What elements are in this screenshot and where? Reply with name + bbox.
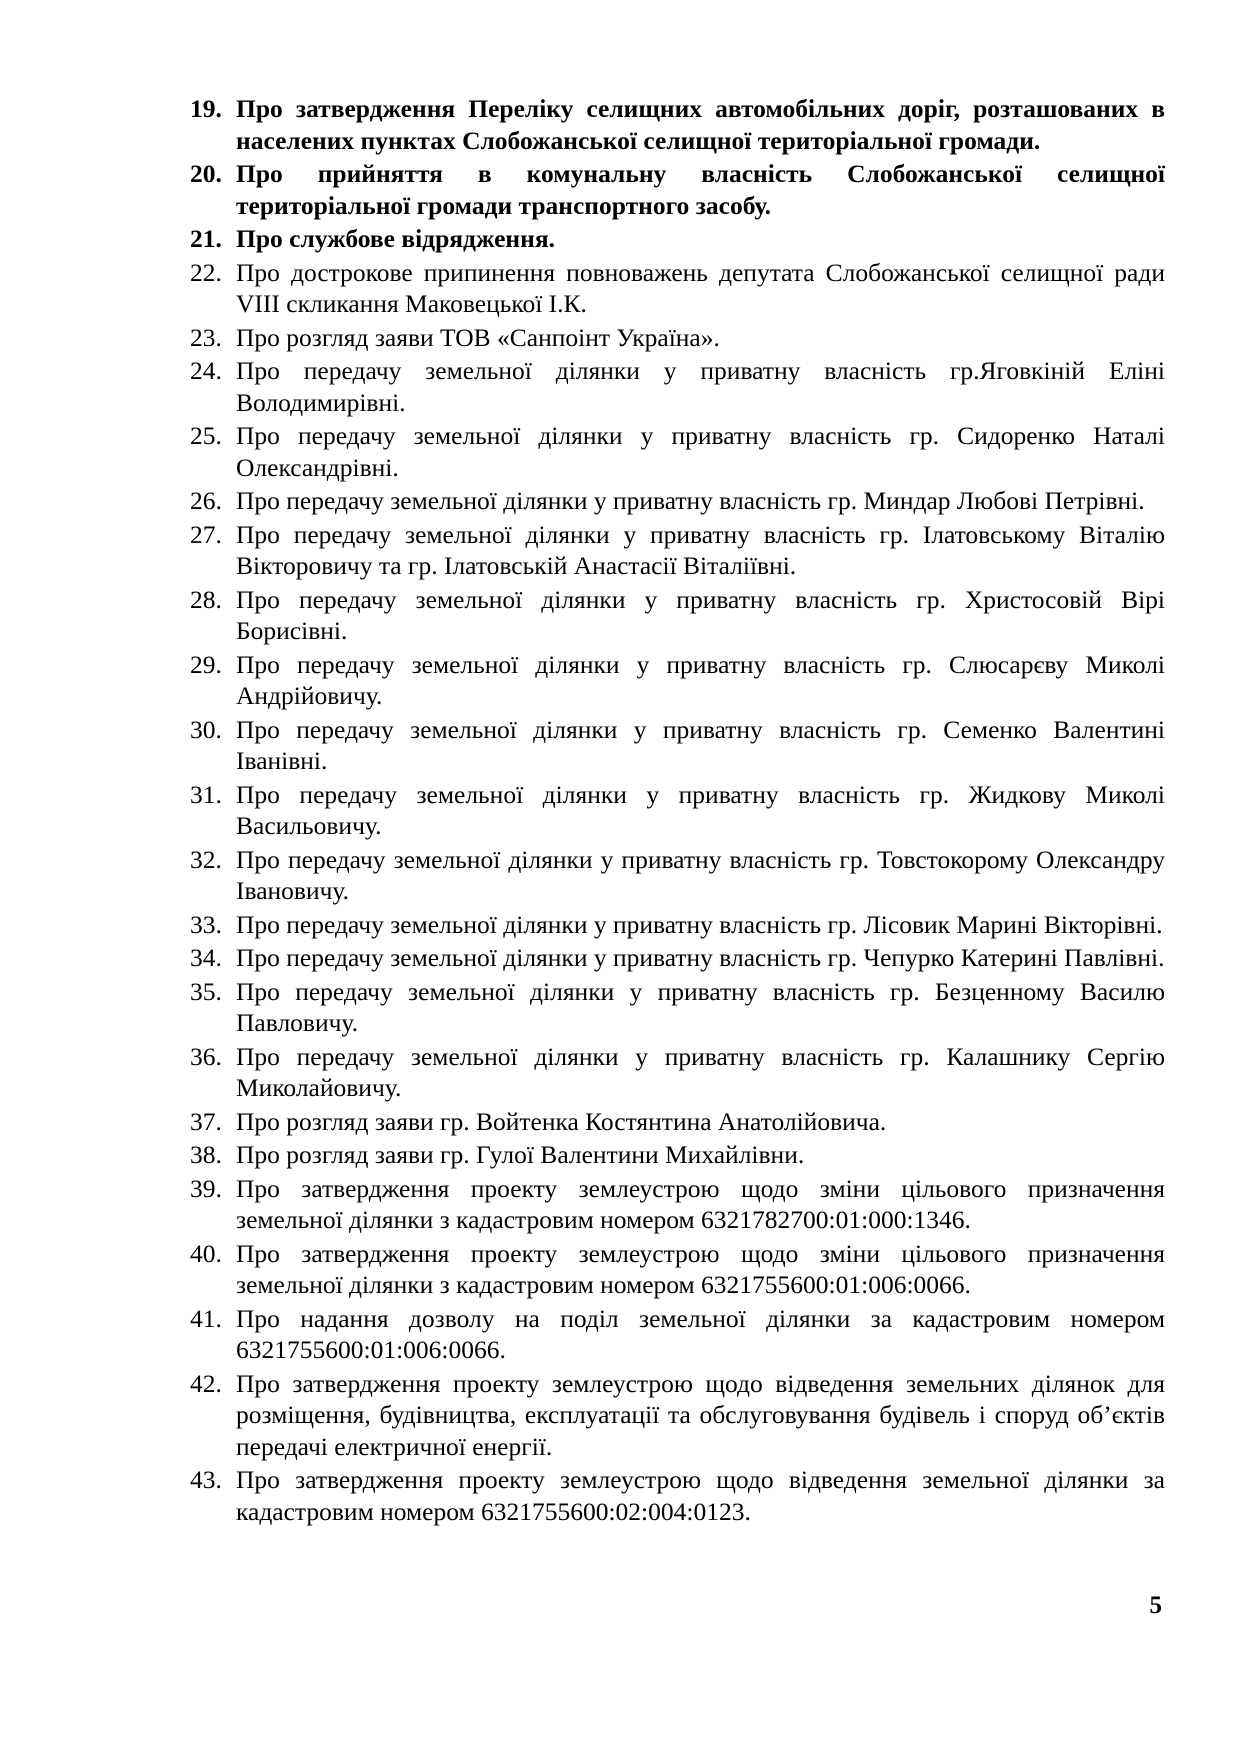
agenda-item-number: 41. — [190, 1303, 222, 1333]
agenda-item-number: 22. — [190, 257, 222, 287]
agenda-item-text: Про передачу земельної ділянки у приватну власність гр. Сидоренко Наталі Олександрівні. — [236, 421, 1165, 482]
agenda-item — [190, 844, 1165, 907]
agenda-item — [190, 1041, 1165, 1104]
agenda-item-text: Про затвердження проекту землеустрою щодо зміни цільового призначення земельної ділянки з кадастровим номером 6321755600:01:006:0066. — [236, 1238, 1165, 1299]
agenda-item — [190, 1303, 1165, 1366]
agenda-item-text: Про передачу земельної ділянки у приватну власність гр. Чепурко Катерині Павлівні. — [236, 943, 1165, 972]
agenda-item-text: Про передачу земельної ділянки у приватну власність гр. Жидкову Миколі Васильовичу. — [236, 779, 1165, 840]
agenda-item-text: Про надання дозволу на поділ земельної ділянки за кадастровим номером 6321755600:01:006:0066. — [236, 1303, 1165, 1364]
agenda-item-number: 37. — [190, 1106, 222, 1136]
agenda-list — [190, 93, 1165, 1529]
agenda-item-text: Про передачу земельної ділянки у приватну власність гр. Ілатовському Віталію Вікторовичу та гр. Ілатовській Анастасії Віталіївні. — [236, 519, 1165, 580]
agenda-item — [190, 322, 1165, 354]
agenda-item-text: Про передачу земельної ділянки у приватну власність гр. Христосовій Вірі Борисівні. — [236, 584, 1165, 645]
agenda-item — [190, 485, 1165, 517]
agenda-item — [190, 223, 1165, 255]
agenda-item — [190, 909, 1165, 941]
agenda-item-number: 19. — [190, 94, 222, 123]
agenda-item — [190, 1106, 1165, 1138]
agenda-item-number: 29. — [190, 649, 222, 679]
page-number: 5 — [1149, 1592, 1162, 1619]
agenda-item-text: Про розгляд заяви гр. Войтенка Костянтина Анатолійовича. — [236, 1106, 887, 1136]
agenda-item — [190, 257, 1165, 320]
agenda-item-number: 32. — [190, 844, 222, 874]
agenda-item — [190, 584, 1165, 647]
agenda-item — [190, 519, 1165, 582]
agenda-item — [190, 93, 1165, 156]
agenda-item-number: 43. — [190, 1465, 222, 1494]
agenda-item — [190, 942, 1165, 974]
agenda-item-text: Про затвердження проекту землеустрою щодо зміни цільового призначення земельної ділянки з кадастровим номером 6321782700:01:000:1346. — [236, 1173, 1165, 1234]
agenda-item-text: Про передачу земельної ділянки у приватну власність гр. Калашнику Сергію Миколайовичу. — [236, 1041, 1165, 1102]
agenda-item — [190, 714, 1165, 777]
agenda-item-text: Про передачу земельної ділянки у приватну власність гр. Товстокорому Олександру Івановичу. — [236, 844, 1165, 905]
agenda-item-number: 36. — [190, 1041, 222, 1071]
agenda-item-text: Про прийняття в комунальну власність Слобожанської селищної територіальної громади транспортного засобу. — [236, 159, 1165, 220]
agenda-item-number: 30. — [190, 714, 222, 744]
agenda-item-number: 23. — [190, 322, 222, 352]
agenda-item — [190, 649, 1165, 712]
agenda-item — [190, 158, 1165, 221]
agenda-item-number: 31. — [190, 779, 222, 809]
agenda-item-number: 25. — [190, 421, 222, 450]
agenda-item-text: Про передачу земельної ділянки у приватну власність гр. Миндар Любові Петрівні. — [236, 486, 1145, 515]
agenda-item-text: Про затвердження Переліку селищних автомобільних доріг, розташованих в населених пунктах Слобожанської селищної територіальної громади. — [236, 94, 1165, 155]
agenda-item-text: Про затвердження проекту землеустрою щодо відведення земельної ділянки за кадастровим номером 6321755600:02:004:0123. — [236, 1465, 1165, 1526]
agenda-item-number: 34. — [190, 943, 222, 972]
agenda-item — [190, 1368, 1165, 1463]
agenda-item — [190, 1173, 1165, 1236]
agenda-item — [190, 1464, 1165, 1527]
agenda-item-number: 38. — [190, 1140, 222, 1169]
agenda-item-number: 24. — [190, 356, 222, 385]
agenda-item-number: 21. — [190, 224, 222, 253]
agenda-item-text: Про передачу земельної ділянки у приватну власність гр. Лісовик Марині Вікторівні. — [236, 909, 1163, 939]
agenda-item-number: 42. — [190, 1368, 222, 1398]
agenda-item — [190, 1139, 1165, 1171]
agenda-item-number: 20. — [190, 159, 222, 188]
agenda-item-text: Про розгляд заяви гр. Гулої Валентини Михайлівни. — [236, 1140, 805, 1169]
agenda-item-text: Про розгляд заяви ТОВ «Санпоінт Україна». — [236, 322, 720, 352]
agenda-item-number: 26. — [190, 486, 222, 515]
agenda-item-number: 40. — [190, 1238, 222, 1268]
agenda-item — [190, 355, 1165, 418]
agenda-item-text: Про передачу земельної ділянки у приватну власність гр. Безценному Василю Павловичу. — [236, 976, 1165, 1037]
agenda-item-text: Про службове відрядження. — [236, 224, 555, 253]
agenda-item-number: 28. — [190, 584, 222, 614]
agenda-item-text: Про затвердження проекту землеустрою щодо відведення земельних ділянок для розміщення, будівництва, експлуатації та обслуговування будівель і споруд об’єктів передачі електричної енергії. — [236, 1368, 1165, 1461]
agenda-item-number: 35. — [190, 976, 222, 1006]
agenda-item-text: Про передачу земельної ділянки у приватну власність гр. Семенко Валентині Іванівні. — [236, 714, 1165, 775]
agenda-item — [190, 779, 1165, 842]
agenda-item — [190, 420, 1165, 483]
agenda-item-number: 33. — [190, 909, 222, 939]
agenda-item — [190, 976, 1165, 1039]
agenda-item — [190, 1238, 1165, 1301]
agenda-item-text: Про передачу земельної ділянки у приватну власність гр.Яговкіній Еліні Володимирівні. — [236, 356, 1165, 417]
agenda-item-number: 27. — [190, 519, 222, 549]
agenda-item-text: Про передачу земельної ділянки у приватну власність гр. Слюсарєву Миколі Андрійовичу. — [236, 649, 1165, 710]
agenda-item-number: 39. — [190, 1173, 222, 1203]
agenda-item-text: Про дострокове припинення повноважень депутата Слобожанської селищної ради VIII скликання Маковецької І.К. — [236, 257, 1165, 318]
